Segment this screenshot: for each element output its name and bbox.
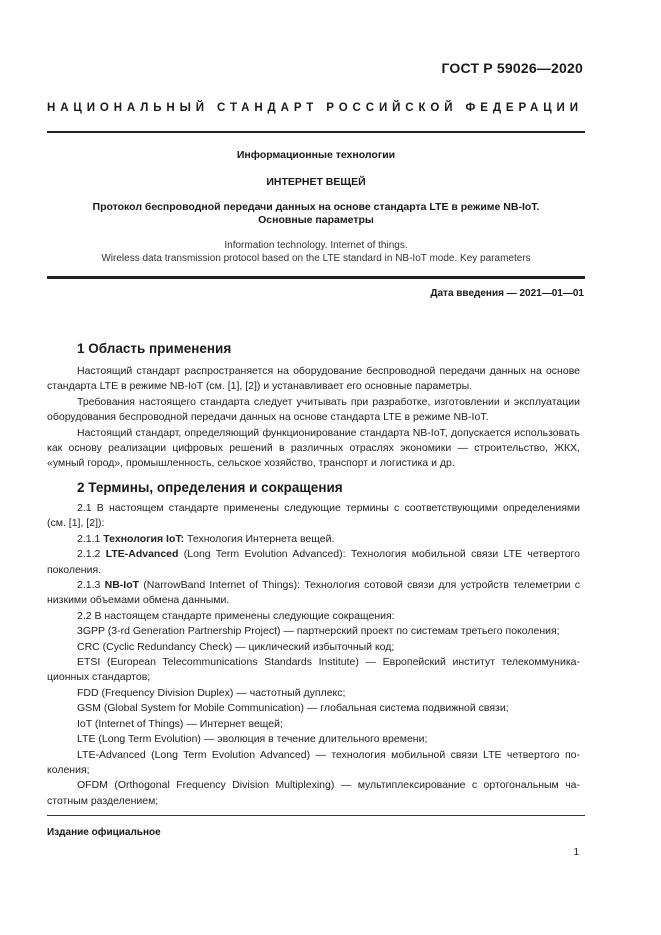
abbreviation-item: CRC (Cyclic Redundancy Check) — циклический избыточный код; [77, 640, 395, 653]
term-definition: Технология Интернета вещей. [187, 532, 335, 545]
abbreviation-item: ETSI (European Telecommunications Standards Institute) — Европейский институт телекоммуникационных стандартов; [47, 656, 580, 684]
term-number: 2.1.3 [77, 579, 101, 592]
title-english-line2: Wireless data transmission protocol based on the LTE standard in NB-IoT mode. Key parameters [101, 253, 531, 264]
introduction-date: Дата введения — 2021—01—01 [430, 288, 584, 299]
term-number: 2.1.2 [77, 548, 101, 561]
national-standard-banner: НАЦИОНАЛЬНЫЙ СТАНДАРТ РОССИЙСКОЙ ФЕДЕРАЦИИ [47, 102, 583, 114]
title-main-line1: Протокол беспроводной передачи данных на основе стандарта LTE в режиме NB-IoT. [92, 201, 540, 213]
title-main-line2: Основные параметры [258, 214, 374, 226]
abbreviation-item: 3GPP (3-rd Generation Partnership Project) — партнерский проект по системам третьего поколения; [77, 625, 560, 638]
abbreviation-item: LTE-Advanced (Long Term Evolution Advanced) — технология мобильной связи LTE четвертого поколения; [47, 748, 580, 776]
term-name: LTE-Advanced [105, 548, 179, 561]
section1-paragraph: Настоящий стандарт распространяется на оборудование беспроводной передачи данных на основе стандарта LTE в режиме NB-IoT (см. [1], [2]) и устанавливает его основные параметры. [47, 365, 580, 393]
title-category: Информационные технологии [236, 149, 396, 161]
abbreviation-item: OFDM (Orthogonal Frequency Division Multiplexing) — мультиплексирование с ортогональным частотным разделением; [47, 779, 580, 807]
term-2-1-2 [47, 547, 580, 578]
edition-note: Издание официальное [47, 827, 161, 838]
page-number: 1 [573, 847, 579, 858]
section1-paragraph: Требования настоящего стандарта следует учитывать при разработке, изготовлении и эксплуатации оборудования беспроводной передачи данных на основе стандарта LTE в режиме NB-IoT. [47, 395, 580, 424]
section2-body [47, 501, 580, 809]
term-2-1-1 [47, 532, 580, 547]
title-subject: ИНТЕРНЕТ ВЕЩЕЙ [266, 176, 366, 188]
clause-2-1: 2.1 В настоящем стандарте применены следующие термины с соответствующими определениями (см. [1], [2]): [47, 502, 580, 530]
clause-2-2: 2.2 В настоящем стандарте применены следующие сокращения: [77, 609, 395, 622]
footer-divider [47, 815, 585, 816]
term-definition: (NarrowBand Internet of Things): Технология сотовой связи для устройств телеметрии с низкими объемами обмена данными. [47, 579, 580, 607]
standard-number: ГОСТ Р 59026—2020 [441, 60, 583, 76]
term-definition: (Long Term Evolution Advanced): Технология мобильной связи LTE четвертого поколения. [47, 548, 580, 576]
title-english-line1: Information technology. Internet of things. [224, 240, 408, 251]
section1-paragraph: Настоящий стандарт, определяющий функционирование стандарта NB-IoT, допускается использовать как основу реализации цифровых решений в различных отраслях экономики — строительство, ЖКХ, «умный город», промышленность, сельское хозяйство, транспорт и логистика и др. [47, 426, 580, 470]
term-name: Технология IoT: [103, 532, 185, 545]
title-english [47, 239, 585, 265]
abbreviation-item: GSM (Global System for Mobile Communication) — глобальная система подвижной связи; [77, 702, 509, 715]
abbreviation-item: IoT (Internet of Things) — Интернет вещей; [77, 717, 283, 730]
abbreviation-item: FDD (Frequency Division Duplex) — частотный дуплекс; [77, 686, 346, 699]
title-main [47, 201, 585, 227]
header-divider [47, 131, 585, 133]
section1-heading: 1 Область применения [77, 341, 232, 356]
section2-heading: 2 Термины, определения и сокращения [77, 480, 343, 495]
term-name: NB-IoT [104, 579, 140, 592]
term-number: 2.1.1 [77, 532, 101, 545]
term-2-1-3 [47, 578, 580, 609]
title-divider [47, 276, 585, 279]
section1-body [47, 364, 580, 472]
abbreviation-item: LTE (Long Term Evolution) — эволюция в течение длительного времени; [77, 733, 428, 746]
